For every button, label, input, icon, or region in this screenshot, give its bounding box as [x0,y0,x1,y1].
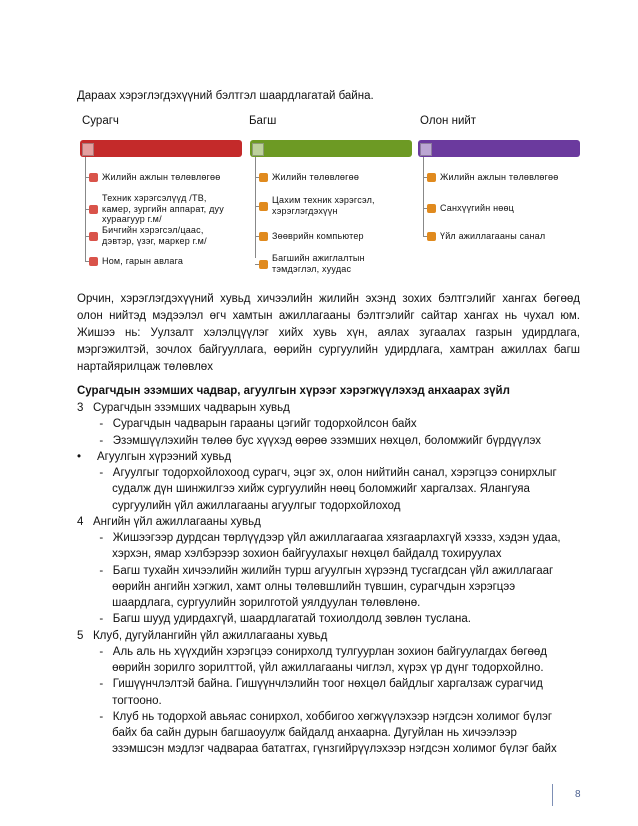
item-bullet-box [89,257,98,266]
resource-item-line: камер, зургийн аппарат, дуу [102,203,224,214]
body-paragraph [77,291,580,376]
resource-item-line: Техник хэрэгсэлүүд /ТВ, [102,193,207,203]
item-bullet-box [427,173,436,182]
list-line: байх ба сайн дурын багшаоуулж байдалд анхаарна. Дугуйлан нь хичээлээр [77,727,517,739]
resource-item-line: Санхүүгийн нөөц [440,203,515,213]
list-line: - Жишээгээр дурдсан төрлүүдээр үйл ажиллагаагаа хязгаарлахгүй хэззэ, хэдэн удаа, [77,532,561,544]
list-line: • Агуулгын хүрээний хувьд [77,451,232,463]
list-line: - Багш тухайн хичээлийн жилийн турш агуулгын хүрээнд тусгагдсан үйл ажиллагааг [77,565,554,577]
resource-item [440,172,558,183]
list-line: эзэмшсэн мэдлэг чадвараа бататгах, гүнзгийрүүлэхээр нэгдсэн холимог бүлэг байх [77,743,557,755]
resource-item-line: Бичгийн хэрэгсэл/цаас, [102,225,204,235]
list-line: - Клуб нь тодорхой авьяас сонирхол, хоббигоо хөгжүүлэхээр нэгдсэн холимог бүлэг [77,711,553,723]
bar-marker [420,143,432,156]
column-bar-1 [80,140,242,157]
list-line: - Эзэмшүүлэхийн төлөө бус хүүхэд өөрөө эзэмших нөхцөл, боломжийг бүрдүүлэх [77,435,542,447]
paragraph-line: олон нийтэд мэдээлэл өгч хамтын ажиллагааны бэлтгэлийг сайтар хангах нь чухал юм. [77,310,580,322]
item-bullet-box [259,173,268,182]
page-number: 8 [575,789,581,800]
list-line: - Аль аль нь хүүхдийн хэрэгцээ сонирхолд тулгуурлан зохион байгуулагдах бөгөөд [77,646,548,658]
list-line: хэрхэн, ямар хэлбэрээр зохион байгуулахыг нөхцөл байдалд тохируулах [77,548,502,560]
paragraph-line: Орчин, хэрэглэгдэхүүний хувьд хичээлийн жилийн эхэнд зохих бэлтгэлийг хангах бөгөөд [77,293,580,305]
resource-item-line: хураагуур г.м/ [102,214,162,224]
resource-item-line: Жилийн ажлын төлөвлөгөө [440,172,559,182]
list-line: - Гишүүнчлэлтэй байна. Гишүүнчлэлийн тоог нөхцөл байдлыг харгалзаж сурагчид [77,678,543,690]
column-bar-2 [250,140,412,157]
resource-item [272,172,359,183]
resource-item-line: тэмдэглэл, хуудас [272,263,352,274]
resource-item [102,225,207,246]
paragraph-line: мэргэжилтэй, зочлох байгууллага, өөрийн сургуулийн удирдлага, хамтран ажиллах багш [77,344,580,356]
resource-item-line: хэрэглэгдэхүүн [272,205,338,216]
list-line: 5 Клуб, дугуйлангийн үйл ажиллагааны хувьд [77,630,328,642]
section-heading: Сурагчдын эзэмших чадвар, агуулгын хүрээг хэрэгжүүлэхэд анхаарах зүйл [77,385,510,397]
item-bullet-box [427,232,436,241]
resource-item-line: дэвтэр, үзэг, маркер г.м/ [102,235,207,246]
column-title-3: Олон нийт [420,115,477,127]
bar-marker [82,143,94,156]
resource-item [272,195,375,216]
resource-item-line: Жилийн төлөвлөгөө [272,172,360,182]
resource-item-line: Багшийн ажиглалтын [272,253,365,263]
list-line: - Сурагчдын чадварын гарааны цэгийг тодорхойлсон байх [77,418,417,430]
list-line: өөрийн зорилго зорилттой, үйл ажиллагааны чиглэл, хүрэх үр дүнг тодорхойлно. [77,662,544,674]
paragraph-line: нартайярилцаж төлөвлөх [77,361,213,373]
resource-item [102,193,224,225]
item-bullet-box [89,205,98,214]
item-bullet-box [259,232,268,241]
resource-item [272,253,365,274]
resource-item [440,231,545,242]
list-line: өөрийн ангийн хэгжил, хамт олны төлөвшлийн түвшин, сурагчдын хэрэгцээ [77,581,516,593]
item-bullet-box [259,202,268,211]
list-line: 4 Ангийн үйл ажиллагааны хувьд [77,516,261,528]
resource-item [102,256,183,267]
connector-line [423,157,424,236]
list-line: судалж дүн шинжилгээ хийж сургуулийн нөөц боломжийг харгалзах. Ялангуяа [77,483,530,495]
list-line: - Агуулгыг тодорхойлохоод сурагч, эцэг эх, олон нийтийн санал, хэрэгцээ сонирхлыг [77,467,557,479]
list-line: 3 Сурагчдын эзэмших чадварын хувьд [77,402,290,414]
item-bullet-box [259,260,268,269]
resource-item [440,203,514,214]
list-line: - Багш шууд удирдахгүй, шаардлагатай тохиолдолд зөвлөн туслана. [77,613,471,625]
resource-item-line: Зөөврийн компьютер [272,231,364,241]
list-line: сургуулийн үйл ажиллагааны агуулгыг тодорхойлоход [77,500,401,512]
resource-item-line: Жилийн ажлын төлөвлөгөө [102,172,221,182]
resource-item-line: Цахим техник хэрэгсэл, [272,195,375,205]
page-number-divider [552,784,553,806]
item-bullet-box [427,204,436,213]
column-title-2: Багш [249,115,277,127]
item-bullet-box [89,232,98,241]
column-title-1: Сурагч [82,115,119,127]
item-bullet-box [89,173,98,182]
resource-item [102,172,220,183]
connector-line [255,157,256,258]
intro-text: Дараах хэрэглэгдэхүүний бэлтгэл шаардлагатай байна. [77,90,374,102]
resource-item [272,231,364,242]
column-bar-3 [418,140,580,157]
list-line: шаардлага, сургуулийн зорилготой уялдуулан төлөвлөнө. [77,597,421,609]
resource-item-line: Үйл ажиллагааны санал [440,231,546,241]
paragraph-line: Жишээ нь: Уулзалт хэлэлцүүлэг хийх хувь хүн, аялах зугаалах газрын удирдлага, [77,327,580,339]
resource-item-line: Ном, гарын авлага [102,256,184,266]
list-line: тогтооно. [77,695,162,707]
bar-marker [252,143,264,156]
